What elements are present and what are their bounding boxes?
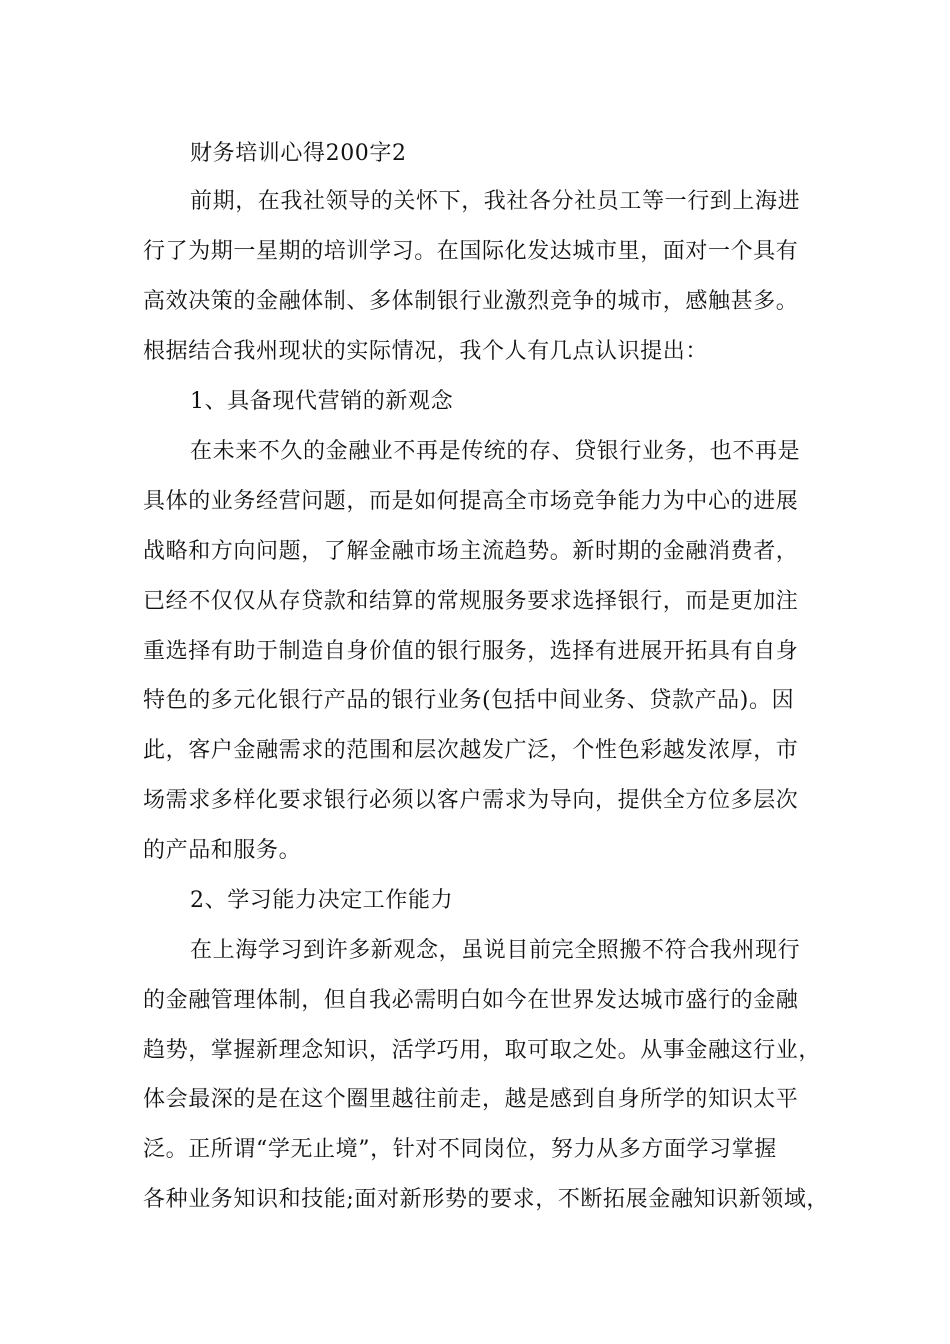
paragraph-line: 的金融管理体制，但自我必需明白如今在世界发达城市盛行的金融 — [143, 988, 799, 1013]
paragraph-line: 泛。正所谓“学无止境”，针对不同岗位，努力从多方面学习掌握 — [143, 1137, 777, 1162]
paragraph-line: 此，客户金融需求的范围和层次越发广泛，个性色彩越发浓厚，市 — [143, 738, 799, 763]
paragraph-line: 高效决策的金融体制、多体制银行业激烈竞争的城市，感触甚多。 — [143, 289, 799, 314]
paragraph-line: 趋势，掌握新理念知识，活学巧用，取可取之处。从事金融这行业， — [143, 1038, 822, 1063]
section-heading-1: 1、具备现代营销的新观念 — [190, 389, 454, 414]
paragraph-line: 特色的多元化银行产品的银行业务(包括中间业务、贷款产品)。因 — [143, 688, 795, 713]
paragraph-line: 已经不仅仅从存贷款和结算的常规服务要求选择银行，而是更加注 — [143, 589, 799, 614]
paragraph-line: 重选择有助于制造自身价值的银行服务，选择有进展开拓具有自身 — [143, 639, 799, 664]
paragraph-line: 具体的业务经营问题，而是如何提高全市场竞争能力为中心的进展 — [143, 489, 799, 514]
paragraph-line: 根据结合我州现状的实际情况，我个人有几点认识提出： — [143, 339, 709, 364]
paragraph-line: 在上海学习到许多新观念，虽说目前完全照搬不符合我州现行 — [190, 938, 801, 963]
paragraph-line: 的产品和服务。 — [143, 838, 302, 863]
paragraph-line: 在未来不久的金融业不再是传统的存、贷银行业务，也不再是 — [190, 439, 801, 464]
document-title: 财务培训心得200字2 — [190, 141, 407, 166]
paragraph-line: 行了为期一星期的培训学习。在国际化发达城市里，面对一个具有 — [143, 239, 799, 264]
paragraph-line: 场需求多样化要求银行必须以客户需求为导向，提供全方位多层次 — [143, 788, 799, 813]
paragraph-line: 战略和方向问题，了解金融市场主流趋势。新时期的金融消费者， — [143, 539, 799, 564]
paragraph-line: 各种业务知识和技能;面对新形势的要求，不断拓展金融知识新领域， — [143, 1187, 830, 1212]
paragraph-line: 体会最深的是在这个圈里越往前走，越是感到自身所学的知识太平 — [143, 1087, 799, 1112]
paragraph-line: 前期，在我社领导的关怀下，我社各分社员工等一行到上海进 — [190, 189, 801, 214]
section-heading-2: 2、学习能力决定工作能力 — [190, 888, 454, 913]
